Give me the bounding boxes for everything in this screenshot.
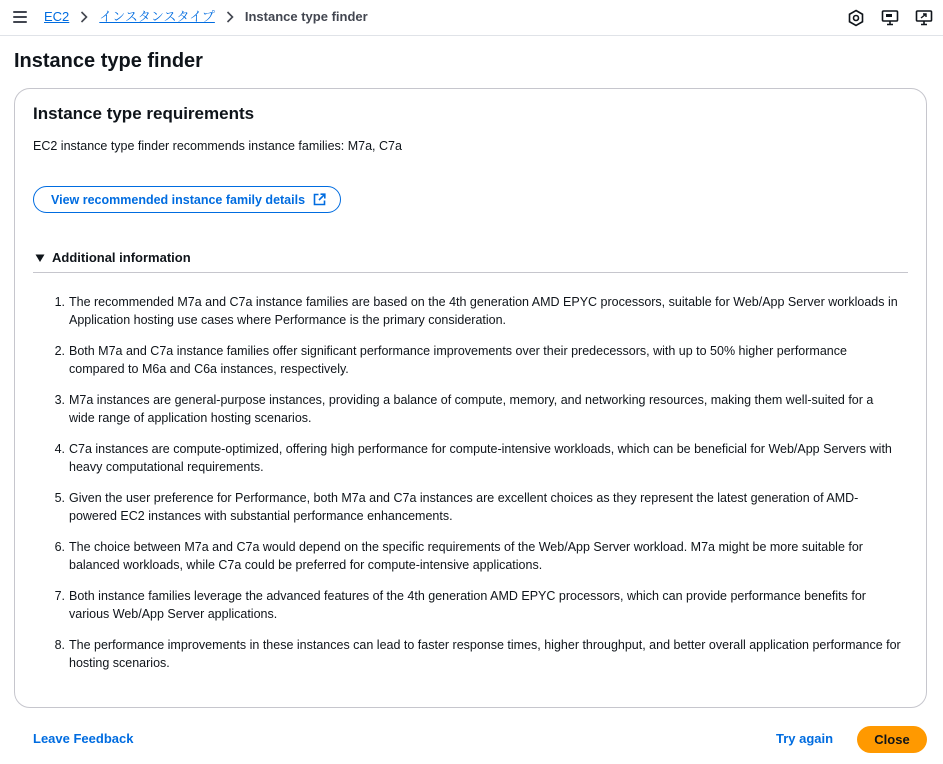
chevron-right-icon <box>226 11 234 23</box>
list-item-number: 1. <box>54 295 65 309</box>
caret-down-icon <box>35 253 45 263</box>
list-item-number: 4. <box>54 442 65 456</box>
additional-information-list <box>41 293 901 685</box>
leave-feedback-link[interactable]: Leave Feedback <box>33 731 134 746</box>
hamburger-menu-icon[interactable] <box>11 8 29 26</box>
hexagon-settings-icon[interactable] <box>847 9 865 27</box>
monitor-arrow-icon[interactable] <box>915 9 933 27</box>
list-item-text: Both instance families leverage the advanced features of the 4th generation AMD EPYC processors, which can provide performance benefits for various Web/App Server applications. <box>69 589 866 621</box>
try-again-link[interactable]: Try again <box>776 731 834 746</box>
list-item-text: M7a instances are general-purpose instances, providing a balance of compute, memory, and networking resources, making them well-suited for a wide range of application hosting scenarios. <box>69 393 874 425</box>
breadcrumb <box>44 8 368 26</box>
view-details-label: View recommended instance family details <box>51 192 306 207</box>
list-item <box>41 587 901 623</box>
close-button[interactable]: Close <box>857 726 927 753</box>
list-item <box>41 636 901 672</box>
breadcrumb-link-instance-types[interactable]: インスタンスタイプ <box>99 9 215 24</box>
list-item-text: C7a instances are compute-optimized, offering high performance for compute-intensive workloads, which can be beneficial for Web/App Servers with heavy computational requirements. <box>69 442 892 474</box>
list-item <box>41 489 901 525</box>
list-item-text: Both M7a and C7a instance families offer significant performance improvements over their predecessors, with up to 50% higher performance compared to M6a and C6a instances, respectively. <box>69 344 847 376</box>
list-item-number: 8. <box>54 638 65 652</box>
list-item <box>41 391 901 427</box>
external-link-icon <box>313 193 326 206</box>
panel-title: Instance type requirements <box>33 104 255 123</box>
view-details-button[interactable] <box>33 186 341 213</box>
list-item-number: 3. <box>54 393 65 407</box>
top-navigation-bar <box>0 0 943 36</box>
list-item-number: 7. <box>54 589 65 603</box>
monitor-chat-icon[interactable] <box>881 9 899 27</box>
breadcrumb-link-ec2[interactable]: EC2 <box>44 9 70 24</box>
list-item-text: The recommended M7a and C7a instance families are based on the 4th generation AMD EPYC processors, suitable for Web/App Server workloads in Application hosting use cases where Performance is the primary consideration. <box>69 295 898 327</box>
expander-label: Additional information <box>52 250 191 265</box>
requirements-panel <box>14 88 927 708</box>
breadcrumb-current: Instance type finder <box>244 9 368 24</box>
list-item-text: Given the user preference for Performance, both M7a and C7a instances are excellent choices as they represent the latest generation of AMD-powered EC2 instances with substantial performance enhancements. <box>69 491 859 523</box>
recommendation-text: EC2 instance type finder recommends instance families: M7a, C7a <box>33 139 402 153</box>
top-icon-group <box>847 9 933 27</box>
list-item <box>41 293 901 329</box>
list-item-number: 5. <box>54 491 65 505</box>
list-item <box>41 342 901 378</box>
page-title: Instance type finder <box>14 50 203 72</box>
list-item <box>41 440 901 476</box>
list-item-number: 6. <box>54 540 65 554</box>
additional-information-expander[interactable] <box>33 249 908 273</box>
list-item-number: 2. <box>54 344 65 358</box>
chevron-right-icon <box>80 11 88 23</box>
list-item-text: The choice between M7a and C7a would depend on the specific requirements of the Web/App Server workload. M7a might be more suitable for balanced workloads, while C7a could be preferred for compute-intensive applications. <box>69 540 863 572</box>
list-item-text: The performance improvements in these instances can lead to faster response times, higher throughput, and better overall application performance for hosting scenarios. <box>69 638 901 670</box>
list-item <box>41 538 901 574</box>
